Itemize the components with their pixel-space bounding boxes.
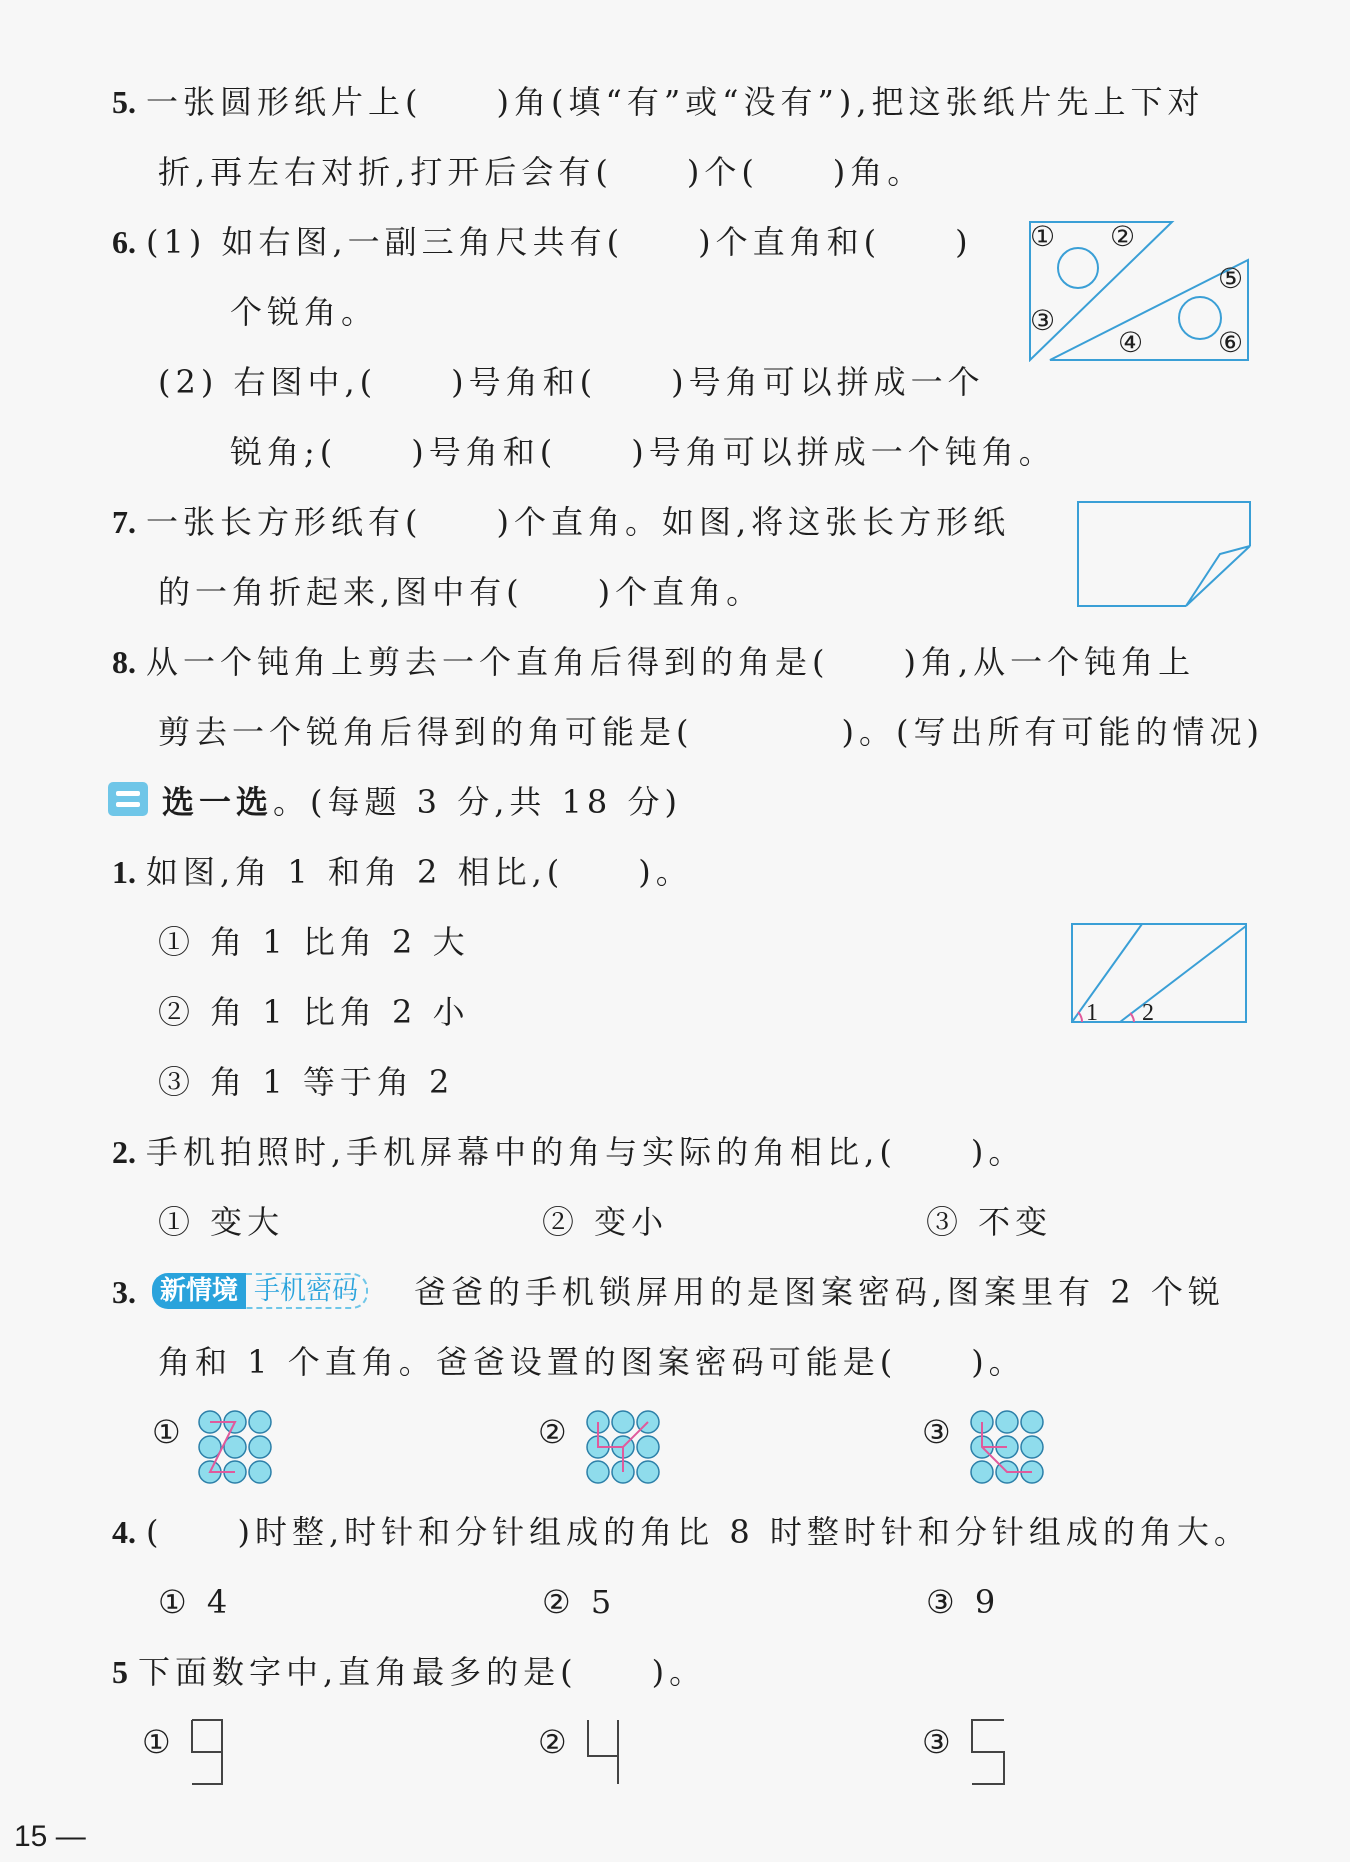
question-number: 2. — [112, 1134, 136, 1170]
digit-four-figure — [584, 1716, 628, 1788]
question-line — [112, 502, 1010, 542]
q4-option-2: ② 5 — [542, 1583, 617, 1621]
question-text: ③ 角 1 等于角 2 — [158, 1063, 455, 1101]
pattern-option-1 — [198, 1410, 272, 1484]
question-text: 爸爸的手机锁屏用的是图案密码,图案里有 2 个锐 — [414, 1273, 1225, 1311]
question-line — [158, 922, 470, 962]
question-line — [112, 642, 1195, 682]
q4-option-1: ① 4 — [158, 1583, 233, 1621]
question-text: 一张圆形纸片上( )角(填“有”或“没有”),把这张纸片先上下对 — [146, 83, 1205, 121]
pattern-option-3 — [970, 1410, 1044, 1484]
question-number: 5. — [112, 84, 136, 120]
question-text: 下面数字中,直角最多的是( )。 — [138, 1653, 707, 1691]
section-title: 选一选 — [162, 783, 274, 821]
question-text: 手机拍照时,手机屏幕中的角与实际的角相比,( )。 — [146, 1133, 1026, 1171]
question-line — [158, 362, 985, 402]
section-header — [162, 782, 682, 822]
question-number: 7. — [112, 504, 136, 540]
question-line — [112, 1652, 706, 1692]
section-rest: 。(每题 3 分,共 18 分) — [273, 783, 682, 821]
question-line — [112, 1512, 1251, 1552]
tag-main: 新情境 — [152, 1273, 246, 1309]
question-line — [158, 572, 763, 612]
q3-label-1: ① — [152, 1413, 186, 1451]
angle-compare-figure — [1068, 920, 1250, 1026]
question-line — [158, 992, 470, 1032]
question-text: ① 角 1 比角 2 大 — [158, 923, 470, 961]
question-number: 5 — [112, 1654, 128, 1690]
angle-2-label: 2 — [1142, 1000, 1154, 1026]
question-line — [158, 152, 924, 192]
question-line — [158, 1062, 454, 1102]
question-line — [230, 292, 378, 332]
angle-label-3: ③ — [1030, 304, 1056, 337]
question-text: 剪去一个锐角后得到的角可能是( )。(写出所有可能的情况) — [158, 713, 1264, 751]
q4-option-3: ③ 9 — [926, 1583, 1001, 1621]
question-number: 1. — [112, 854, 136, 890]
set-square-figure — [1024, 218, 1256, 362]
digit-nine-figure — [188, 1716, 232, 1788]
question-text: 角和 1 个直角。爸爸设置的图案密码可能是( )。 — [158, 1343, 1026, 1381]
q5-label-3: ③ — [922, 1723, 956, 1761]
q2-option-1: ① 变大 — [158, 1203, 285, 1241]
question-line — [112, 852, 693, 892]
digit-five-figure — [968, 1716, 1012, 1788]
section-icon — [108, 782, 148, 816]
pattern-option-2 — [586, 1410, 660, 1484]
page-number: 15 — — [14, 1820, 86, 1853]
question-text: (2) 右图中,( )号角和( )号角可以拼成一个 — [158, 363, 985, 401]
question-number: 6. — [112, 224, 136, 260]
question-text: (1) 如右图,一副三角尺共有( )个直角和( ) — [146, 223, 973, 261]
q5-label-1: ① — [142, 1723, 176, 1761]
angle-label-5: ⑤ — [1218, 262, 1244, 295]
question-text: 锐角;( )号角和( )号角可以拼成一个钝角。 — [230, 433, 1056, 471]
question-line — [112, 1132, 1025, 1172]
question-text: 的一角折起来,图中有( )个直角。 — [158, 573, 764, 611]
tag-sub: 手机密码 — [246, 1273, 368, 1309]
question-text: ② 角 1 比角 2 小 — [158, 993, 470, 1031]
angle-label-2: ② — [1110, 220, 1136, 253]
question-number: 4. — [112, 1514, 136, 1550]
question-text: 折,再左右对折,打开后会有( )个( )角。 — [158, 153, 925, 191]
question-text: 一张长方形纸有( )个直角。如图,将这张长方形纸 — [146, 503, 1011, 541]
angle-label-6: ⑥ — [1218, 326, 1244, 359]
question-line — [158, 712, 1264, 752]
question-number: 8. — [112, 644, 136, 680]
question-text: 从一个钝角上剪去一个直角后得到的角是( )角,从一个钝角上 — [146, 643, 1196, 681]
question-line — [112, 82, 1205, 122]
q3-label-3: ③ — [922, 1413, 956, 1451]
question-line — [230, 432, 1056, 472]
question-number: 3. — [112, 1274, 136, 1310]
scenario-tag — [152, 1273, 368, 1309]
angle-label-4: ④ — [1118, 326, 1144, 359]
question-line — [158, 1342, 1026, 1382]
folded-rectangle-figure — [1074, 498, 1254, 610]
question-text: ( )时整,时针和分针组成的角比 8 时整时针和分针组成的角大。 — [146, 1513, 1251, 1551]
angle-1-label: 1 — [1086, 1000, 1098, 1026]
q2-option-2: ② 变小 — [542, 1203, 669, 1241]
q2-option-3: ③ 不变 — [926, 1203, 1053, 1241]
q5-label-2: ② — [538, 1723, 572, 1761]
angle-label-1: ① — [1030, 220, 1056, 253]
question-line — [112, 222, 973, 262]
question-text: 如图,角 1 和角 2 相比,( )。 — [146, 853, 693, 891]
question-text: 个锐角。 — [230, 293, 379, 331]
q3-label-2: ② — [538, 1413, 572, 1451]
